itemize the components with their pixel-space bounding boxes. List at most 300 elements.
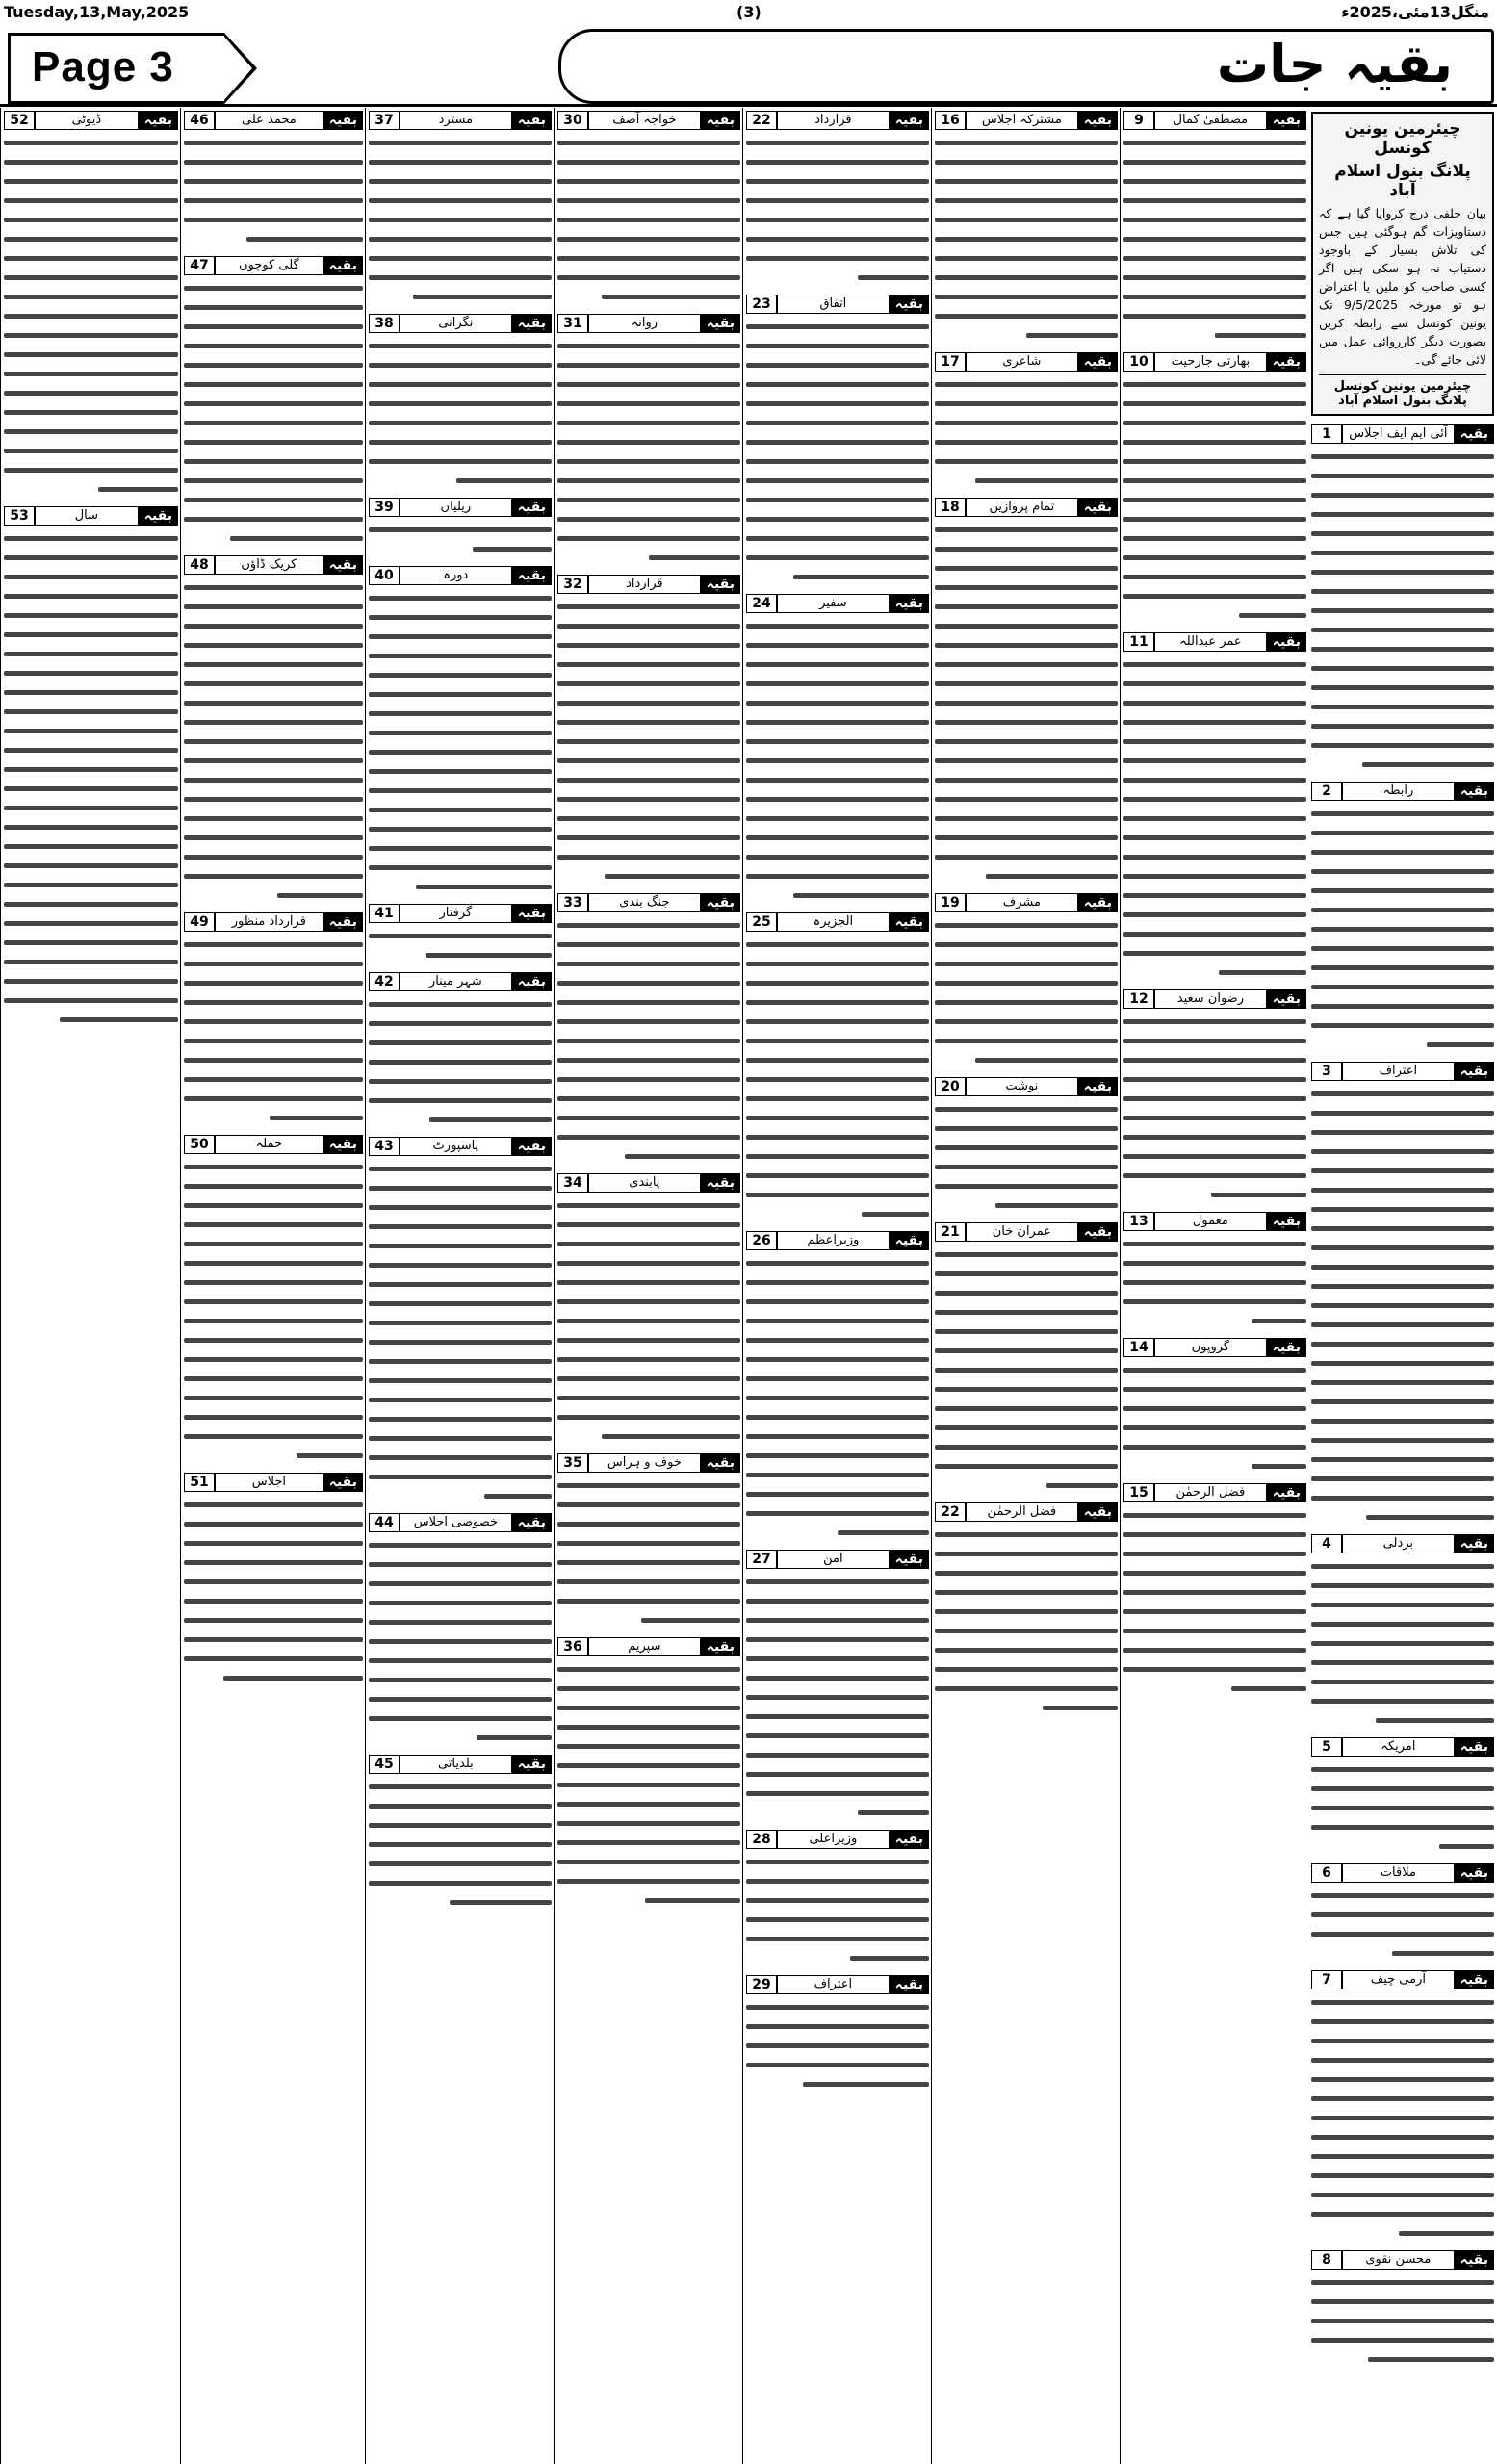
block-header [369,1136,552,1157]
baqiya-label: بقیہ [890,111,929,130]
text-line [369,395,552,414]
continuation-block [369,1754,552,1912]
continuation-block [746,1829,929,1968]
continuation-block [557,110,740,307]
continuation-block [935,1221,1118,1496]
block-header [184,911,363,933]
text-line [4,683,178,703]
text-line [184,414,363,433]
text-line [1311,717,1494,736]
baqiya-label: بقیہ [139,111,178,130]
text-line [4,857,178,876]
block-number: 47 [184,256,215,275]
block-number: 7 [1311,1970,1342,1989]
continuation-block [1123,631,1306,983]
text-line [1311,901,1494,920]
continuation-block [935,351,1118,491]
block-header [369,497,552,518]
text-line [369,1468,552,1487]
text-line [935,134,1118,153]
text-line [369,1218,552,1237]
block-header [369,971,552,992]
text-line [369,839,552,859]
text-line [557,1293,740,1312]
block-header [557,1636,740,1657]
text-line [1311,602,1494,621]
text-line [1311,1219,1494,1239]
block-text [1311,1760,1494,1857]
text-line [1123,134,1306,153]
continuation-block [1311,781,1494,1055]
block-title: پاسپورٹ [400,1137,512,1156]
text-line [4,780,178,799]
text-line [746,1911,929,1930]
baqiya-label: بقیہ [1267,1212,1306,1231]
text-line [1311,1296,1494,1316]
block-text [1311,1557,1494,1731]
text-line [935,713,1118,732]
block-number: 19 [935,893,966,912]
baqiya-label: بقیہ [1078,1502,1118,1522]
text-line [184,732,363,752]
text-line [746,1051,929,1070]
text-line [369,1487,552,1506]
block-header [1311,424,1494,445]
text-line [184,1573,363,1592]
text-line [557,752,740,771]
text-line [184,211,363,230]
block-header [1311,1736,1494,1758]
text-line [1311,1557,1494,1577]
text-line [184,1611,363,1630]
text-line [557,1331,740,1350]
text-line [1123,1013,1306,1032]
block-number: 28 [746,1830,777,1849]
text-line [184,472,363,491]
text-line [746,491,929,510]
text-line [1123,1641,1306,1660]
text-line [1311,1596,1494,1615]
baqiya-label: بقیہ [512,566,552,585]
text-line [369,1295,552,1314]
text-line [1123,713,1306,732]
text-line [935,578,1118,598]
text-line [4,760,178,780]
text-line [1311,1673,1494,1692]
block-title: ملاقات [1342,1863,1455,1883]
text-line [557,617,740,636]
text-line [746,269,929,288]
block-title: ریلیاں [400,498,512,517]
text-line [369,878,552,897]
baqiya-label: بقیہ [1267,111,1306,130]
text-line [746,1853,929,1872]
block-text [746,1573,929,1823]
baqiya-label: بقیہ [139,506,178,526]
block-text [1123,1361,1306,1476]
text-line [746,375,929,395]
continuation-block [935,1076,1118,1216]
text-line [369,433,552,452]
text-line [1123,867,1306,886]
block-header [184,1472,363,1493]
text-line [1123,172,1306,192]
baqiya-label: بقیہ [323,555,363,575]
block-text [369,521,552,559]
text-line [935,1699,1118,1718]
text-line [1311,1799,1494,1818]
text-line [746,1273,929,1293]
block-title: خواجہ آصف [588,111,701,130]
text-line [4,529,178,549]
baqiya-label: بقیہ [323,111,363,130]
baqiya-label: بقیہ [890,912,929,932]
text-line [557,916,740,936]
baqiya-label: بقیہ [890,295,929,314]
text-line [1311,2167,1494,2186]
text-line [369,801,552,820]
block-number: 15 [1123,1483,1154,1502]
text-line [935,771,1118,790]
text-line [746,694,929,713]
block-header [746,911,929,933]
text-line [746,1350,929,1370]
text-line [1123,1109,1306,1128]
text-line [1123,752,1306,771]
text-line [369,452,552,472]
text-line [935,1032,1118,1051]
text-line [557,1534,740,1553]
text-line [1311,1944,1494,1964]
text-line [1311,640,1494,659]
text-line [1123,192,1306,211]
block-number: 4 [1311,1534,1342,1553]
text-line [557,395,740,414]
continuation-block [1311,1862,1494,1964]
continuation-block [184,911,363,1128]
text-line [557,1737,740,1757]
text-line [746,2056,929,2075]
text-line [746,1688,929,1707]
block-title: سفیر [777,594,890,613]
block-number: 39 [369,498,400,517]
text-line [557,1795,740,1814]
baqiya-label: بقیہ [512,1513,552,1532]
text-line [184,993,363,1013]
text-line [184,1331,363,1350]
text-line [369,685,552,705]
text-line [1311,2350,1494,2370]
text-line [369,153,552,172]
page-number: (3) [736,3,761,21]
block-text [4,134,178,500]
text-line [557,809,740,829]
text-line [184,192,363,211]
text-line [1311,2013,1494,2032]
continuation-block [746,911,929,1224]
text-line [1123,848,1306,867]
text-line [369,927,552,946]
block-title: معمول [1154,1212,1267,1231]
continuation-block [4,110,178,500]
text-line [1311,2090,1494,2109]
text-line [935,249,1118,269]
text-line [184,1427,363,1447]
text-line [1311,1886,1494,1906]
text-line [184,636,363,655]
text-line [369,375,552,395]
text-line [557,1196,740,1216]
text-line [1123,433,1306,452]
text-line [184,134,363,153]
text-line [1311,1200,1494,1219]
baqiya-label: بقیہ [323,256,363,275]
block-header [935,892,1118,913]
text-line [1311,959,1494,978]
baqiya-label: بقیہ [1455,1970,1494,1989]
text-line [557,472,740,491]
text-line [1311,621,1494,640]
block-header [1311,2249,1494,2271]
text-line [1311,824,1494,843]
text-line [746,1669,929,1688]
text-line [746,1891,929,1911]
continuation-block [746,1549,929,1823]
baqiya-label: بقیہ [1455,424,1494,444]
block-text [935,134,1118,346]
block-header [935,351,1118,372]
text-line [557,1216,740,1235]
continuation-block [184,554,363,906]
text-line [557,1312,740,1331]
text-line [4,442,178,461]
block-text [746,318,929,587]
text-line [557,288,740,307]
text-line [1123,675,1306,694]
text-line [1311,1239,1494,1258]
text-line [369,1835,552,1855]
text-line [557,1476,740,1496]
baqiya-label: بقیہ [512,1755,552,1774]
text-line [746,172,929,192]
block-title: ڈیوٹی [35,111,139,130]
block-text [557,598,740,886]
text-line [184,1534,363,1553]
text-line [184,848,363,867]
text-line [557,1013,740,1032]
block-header [1123,351,1306,372]
continuation-block [369,313,552,491]
text-line [746,1186,929,1205]
text-line [935,230,1118,249]
text-line [935,559,1118,578]
block-header [369,313,552,334]
block-number: 45 [369,1755,400,1774]
text-line [557,249,740,269]
text-line [746,655,929,675]
text-line [746,636,929,655]
text-line [935,1361,1118,1380]
text-line [4,953,178,972]
text-line [184,172,363,192]
text-line [184,809,363,829]
block-number: 32 [557,575,588,594]
text-line [935,848,1118,867]
block-text [935,521,1118,886]
baqiya-label: بقیہ [512,1137,552,1156]
text-line [746,1293,929,1312]
baqiya-label: بقیہ [512,972,552,991]
baqiya-label: بقیہ [1267,1338,1306,1357]
block-number: 23 [746,295,777,314]
text-line [369,1690,552,1709]
text-line [1311,1354,1494,1373]
block-text [746,1998,929,2094]
text-line [557,1699,740,1718]
block-header [369,110,552,131]
continuation-block [746,294,929,587]
text-line [557,1109,740,1128]
block-number: 14 [1123,1338,1154,1357]
block-title: نگرانی [400,314,512,333]
text-line [184,1592,363,1611]
text-line [184,1312,363,1331]
text-line [1311,862,1494,882]
text-line [369,472,552,491]
text-line [369,1391,552,1410]
text-line [746,1784,929,1804]
block-number: 51 [184,1473,215,1492]
continuation-block [557,892,740,1167]
continuation-block [1311,2249,1494,2370]
text-line [4,153,178,172]
text-line [935,1476,1118,1496]
text-line [935,1119,1118,1139]
text-line [557,1051,740,1070]
text-line [746,1765,929,1784]
continuation-block [369,110,552,307]
block-header [369,565,552,586]
text-line [1311,920,1494,939]
text-line [184,1070,363,1090]
baqiya-label: بقیہ [323,912,363,932]
text-line [557,414,740,433]
block-text [369,1536,552,1748]
text-line [935,472,1118,491]
text-line [935,211,1118,230]
text-line [557,1776,740,1795]
text-line [746,1727,929,1746]
text-line [935,1419,1118,1438]
text-line [1123,153,1306,172]
text-line [184,491,363,510]
text-line [557,1814,740,1834]
block-text [184,134,363,249]
block-header [746,1829,929,1850]
text-line [746,867,929,886]
text-line [4,818,178,837]
baqiya-label: بقیہ [1078,1222,1118,1242]
text-line [935,993,1118,1013]
baqiya-label: بقیہ [323,1135,363,1154]
text-line [557,491,740,510]
text-line [746,433,929,452]
block-text [184,1496,363,1688]
text-line [1311,978,1494,997]
text-line [935,790,1118,809]
text-line [935,1660,1118,1680]
text-line [4,934,178,953]
block-number: 43 [369,1137,400,1156]
text-line [746,318,929,337]
block-text [746,1853,929,1968]
baqiya-label: بقیہ [1455,1062,1494,1081]
text-line [1123,1293,1306,1312]
text-line [1123,529,1306,549]
text-line [369,269,552,288]
text-line [369,743,552,762]
text-line [935,1399,1118,1419]
block-header [746,1974,929,1995]
block-text [1123,1013,1306,1205]
text-line [4,837,178,857]
block-text [746,936,929,1224]
baqiya-label: بقیہ [701,1637,740,1656]
block-header [184,554,363,576]
block-title: آئی ایم ایف اجلاس [1342,424,1455,444]
text-line [935,694,1118,713]
continuation-block [4,505,178,1030]
block-header [1123,631,1306,653]
page-label-box [8,33,224,104]
block-text [557,1476,740,1630]
text-line [1123,1273,1306,1293]
baqiya-label: بقیہ [512,111,552,130]
column-7 [180,108,366,2464]
text-line [1123,211,1306,230]
text-line [184,1370,363,1389]
text-line [935,307,1118,326]
block-header [369,903,552,924]
block-header [1123,988,1306,1010]
continuation-block [184,1472,363,1688]
block-text [1311,1085,1494,1527]
notice-ad [1311,112,1494,416]
block-title: اجلاس [215,1473,323,1492]
text-line [184,974,363,993]
text-line [4,549,178,568]
continuation-block [369,903,552,965]
text-line [1311,1412,1494,1431]
page-label: Page 3 [32,43,174,90]
text-line [1311,1993,1494,2013]
text-line [935,395,1118,414]
block-number: 9 [1123,111,1154,130]
text-line [1123,1622,1306,1641]
text-line [1311,2186,1494,2205]
baqiya-label: بقیہ [890,1830,929,1849]
block-number: 5 [1311,1737,1342,1757]
block-header [746,1549,929,1570]
text-line [4,423,178,442]
baqiya-label: بقیہ [1455,1863,1494,1883]
continuation-block [557,313,740,568]
text-line [557,230,740,249]
text-line [746,134,929,153]
text-line [1311,563,1494,582]
text-line [184,298,363,318]
text-line [184,1350,363,1370]
